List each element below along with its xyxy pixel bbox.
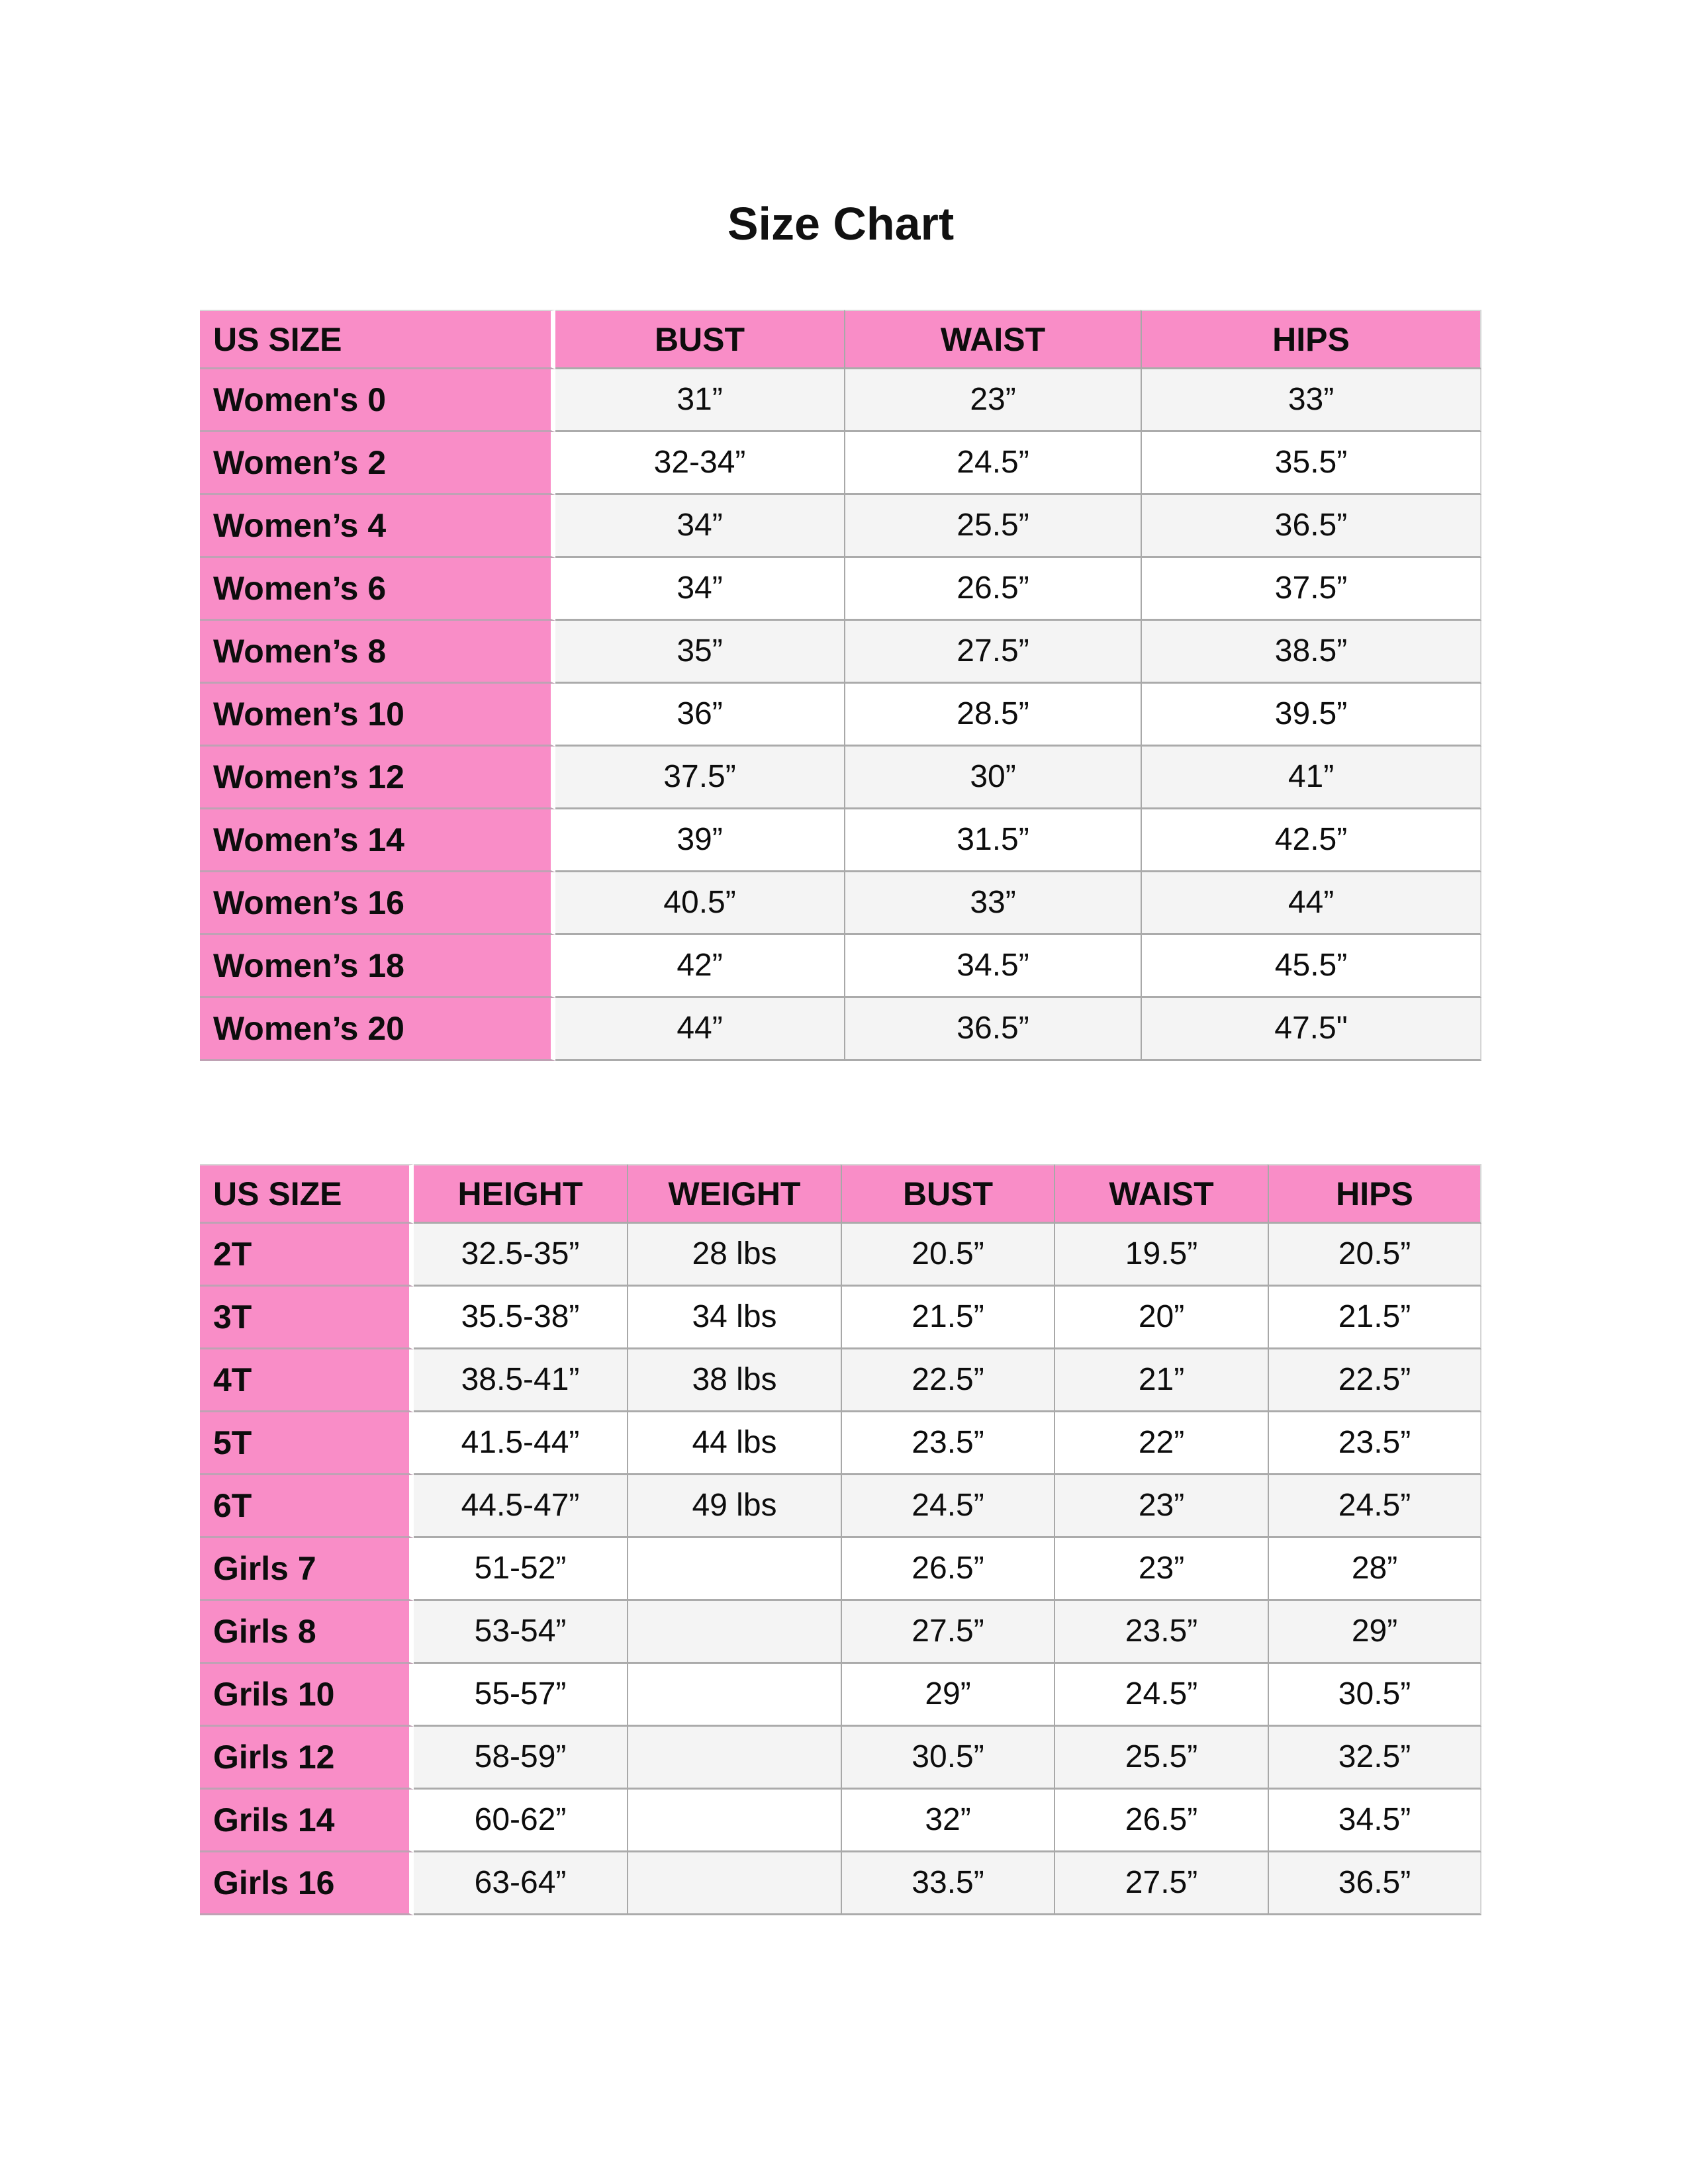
data-cell-height: 55-57”	[414, 1664, 627, 1727]
data-cell-bust: 21.5”	[841, 1287, 1054, 1349]
table-row	[200, 1287, 1481, 1349]
row-label-cell: 3T	[200, 1287, 414, 1349]
data-cell-hips: 23.5”	[1268, 1412, 1481, 1475]
row-label-cell: Women’s 10	[200, 684, 555, 747]
data-cell-waist: 19.5”	[1054, 1224, 1268, 1287]
data-cell-height: 60-62”	[414, 1790, 627, 1852]
kids-size-table	[200, 1164, 1481, 1915]
data-cell-waist: 23.5”	[1054, 1601, 1268, 1664]
data-cell-height: 32.5-35”	[414, 1224, 627, 1287]
data-cell-waist: 23”	[844, 369, 1141, 432]
data-cell-weight	[627, 1664, 841, 1727]
data-cell-height: 53-54”	[414, 1601, 627, 1664]
table-row	[200, 369, 1481, 432]
data-cell-bust: 34”	[555, 495, 844, 558]
data-cell-waist: 25.5”	[844, 495, 1141, 558]
data-cell-hips: 37.5”	[1141, 558, 1481, 621]
table-row	[200, 935, 1481, 998]
data-cell-bust: 23.5”	[841, 1412, 1054, 1475]
table-row	[200, 809, 1481, 872]
data-cell-hips: 22.5”	[1268, 1349, 1481, 1412]
table-row	[200, 1349, 1481, 1412]
row-label-cell: Women’s 6	[200, 558, 555, 621]
data-cell-waist: 24.5”	[1054, 1664, 1268, 1727]
header-row	[200, 1164, 1481, 1224]
page-title: Size Chart	[727, 198, 955, 250]
data-cell-waist: 23”	[1054, 1475, 1268, 1538]
data-cell-height: 35.5-38”	[414, 1287, 627, 1349]
header-cell-weight: WEIGHT	[627, 1164, 841, 1224]
header-cell-bust: BUST	[555, 310, 844, 369]
data-cell-bust: 44”	[555, 998, 844, 1061]
data-cell-waist: 27.5”	[1054, 1852, 1268, 1915]
data-cell-bust: 26.5”	[841, 1538, 1054, 1601]
data-cell-height: 63-64”	[414, 1852, 627, 1915]
data-cell-waist: 36.5”	[844, 998, 1141, 1061]
data-cell-bust: 33.5”	[841, 1852, 1054, 1915]
data-cell-weight: 49 lbs	[627, 1475, 841, 1538]
table-row	[200, 1664, 1481, 1727]
table-row	[200, 1601, 1481, 1664]
data-cell-waist: 33”	[844, 872, 1141, 935]
table-row	[200, 1790, 1481, 1852]
row-label-cell: Girls 16	[200, 1852, 414, 1915]
data-cell-hips: 39.5”	[1141, 684, 1481, 747]
header-cell-us-size: US SIZE	[200, 1164, 414, 1224]
data-cell-weight	[627, 1852, 841, 1915]
data-cell-waist: 21”	[1054, 1349, 1268, 1412]
table-row	[200, 684, 1481, 747]
data-cell-bust: 32”	[841, 1790, 1054, 1852]
page	[200, 0, 1481, 1915]
table-row	[200, 495, 1481, 558]
table-row	[200, 1538, 1481, 1601]
header-cell-waist: WAIST	[844, 310, 1141, 369]
data-cell-hips: 45.5”	[1141, 935, 1481, 998]
data-cell-waist: 25.5”	[1054, 1727, 1268, 1790]
table-row	[200, 1412, 1481, 1475]
data-cell-hips: 32.5”	[1268, 1727, 1481, 1790]
row-label-cell: Girls 12	[200, 1727, 414, 1790]
data-cell-weight: 38 lbs	[627, 1349, 841, 1412]
data-cell-waist: 26.5”	[844, 558, 1141, 621]
row-label-cell: Women’s 14	[200, 809, 555, 872]
header-cell-waist: WAIST	[1054, 1164, 1268, 1224]
data-cell-waist: 28.5”	[844, 684, 1141, 747]
data-cell-hips: 47.5"	[1141, 998, 1481, 1061]
data-cell-height: 58-59”	[414, 1727, 627, 1790]
data-cell-bust: 42”	[555, 935, 844, 998]
header-cell-height: HEIGHT	[414, 1164, 627, 1224]
data-cell-weight	[627, 1790, 841, 1852]
data-cell-weight	[627, 1727, 841, 1790]
data-cell-hips: 36.5”	[1141, 495, 1481, 558]
row-label-cell: Women’s 12	[200, 747, 555, 809]
data-cell-hips: 24.5”	[1268, 1475, 1481, 1538]
table-row	[200, 1727, 1481, 1790]
row-label-cell: 6T	[200, 1475, 414, 1538]
data-cell-bust: 35”	[555, 621, 844, 684]
data-cell-height: 41.5-44”	[414, 1412, 627, 1475]
data-cell-hips: 34.5”	[1268, 1790, 1481, 1852]
row-label-cell: Women’s 2	[200, 432, 555, 495]
data-cell-waist: 34.5”	[844, 935, 1141, 998]
row-label-cell: Girls 7	[200, 1538, 414, 1601]
data-cell-bust: 30.5”	[841, 1727, 1054, 1790]
data-cell-hips: 28”	[1268, 1538, 1481, 1601]
data-cell-waist: 20”	[1054, 1287, 1268, 1349]
row-label-cell: Grils 14	[200, 1790, 414, 1852]
table-row	[200, 432, 1481, 495]
row-label-cell: 5T	[200, 1412, 414, 1475]
data-cell-bust: 24.5”	[841, 1475, 1054, 1538]
data-cell-bust: 36”	[555, 684, 844, 747]
data-cell-hips: 44”	[1141, 872, 1481, 935]
data-cell-weight: 34 lbs	[627, 1287, 841, 1349]
row-label-cell: Girls 8	[200, 1601, 414, 1664]
table-row	[200, 621, 1481, 684]
header-cell-bust: BUST	[841, 1164, 1054, 1224]
data-cell-waist: 24.5”	[844, 432, 1141, 495]
data-cell-weight: 44 lbs	[627, 1412, 841, 1475]
data-cell-hips: 38.5”	[1141, 621, 1481, 684]
data-cell-weight	[627, 1538, 841, 1601]
row-label-cell: Grils 10	[200, 1664, 414, 1727]
row-label-cell: 4T	[200, 1349, 414, 1412]
data-cell-bust: 20.5”	[841, 1224, 1054, 1287]
data-cell-bust: 31”	[555, 369, 844, 432]
row-label-cell: Women’s 20	[200, 998, 555, 1061]
data-cell-hips: 21.5”	[1268, 1287, 1481, 1349]
data-cell-waist: 27.5”	[844, 621, 1141, 684]
data-cell-bust: 40.5”	[555, 872, 844, 935]
table-row	[200, 1224, 1481, 1287]
data-cell-hips: 30.5”	[1268, 1664, 1481, 1727]
data-cell-bust: 29”	[841, 1664, 1054, 1727]
data-cell-hips: 29”	[1268, 1601, 1481, 1664]
data-cell-bust: 39”	[555, 809, 844, 872]
data-cell-hips: 20.5”	[1268, 1224, 1481, 1287]
data-cell-waist: 23”	[1054, 1538, 1268, 1601]
data-cell-weight: 28 lbs	[627, 1224, 841, 1287]
row-label-cell: Women's 0	[200, 369, 555, 432]
data-cell-hips: 35.5”	[1141, 432, 1481, 495]
row-label-cell: Women’s 4	[200, 495, 555, 558]
row-label-cell: Women’s 16	[200, 872, 555, 935]
data-cell-hips: 36.5”	[1268, 1852, 1481, 1915]
table-row	[200, 1852, 1481, 1915]
table-row	[200, 747, 1481, 809]
data-cell-hips: 42.5”	[1141, 809, 1481, 872]
data-cell-bust: 32-34”	[555, 432, 844, 495]
data-cell-waist: 22”	[1054, 1412, 1268, 1475]
header-cell-hips: HIPS	[1141, 310, 1481, 369]
data-cell-height: 44.5-47”	[414, 1475, 627, 1538]
data-cell-waist: 30”	[844, 747, 1141, 809]
table-row	[200, 872, 1481, 935]
data-cell-height: 38.5-41”	[414, 1349, 627, 1412]
data-cell-bust: 27.5”	[841, 1601, 1054, 1664]
table-row	[200, 998, 1481, 1061]
data-cell-bust: 37.5”	[555, 747, 844, 809]
header-row	[200, 310, 1481, 369]
table-row	[200, 1475, 1481, 1538]
womens-size-table	[200, 310, 1481, 1061]
row-label-cell: Women’s 8	[200, 621, 555, 684]
table-row	[200, 558, 1481, 621]
row-label-cell: Women’s 18	[200, 935, 555, 998]
data-cell-hips: 33”	[1141, 369, 1481, 432]
header-cell-hips: HIPS	[1268, 1164, 1481, 1224]
data-cell-hips: 41”	[1141, 747, 1481, 809]
header-cell-us-size: US SIZE	[200, 310, 555, 369]
data-cell-waist: 26.5”	[1054, 1790, 1268, 1852]
data-cell-bust: 22.5”	[841, 1349, 1054, 1412]
data-cell-weight	[627, 1601, 841, 1664]
data-cell-waist: 31.5”	[844, 809, 1141, 872]
data-cell-bust: 34”	[555, 558, 844, 621]
data-cell-height: 51-52”	[414, 1538, 627, 1601]
row-label-cell: 2T	[200, 1224, 414, 1287]
